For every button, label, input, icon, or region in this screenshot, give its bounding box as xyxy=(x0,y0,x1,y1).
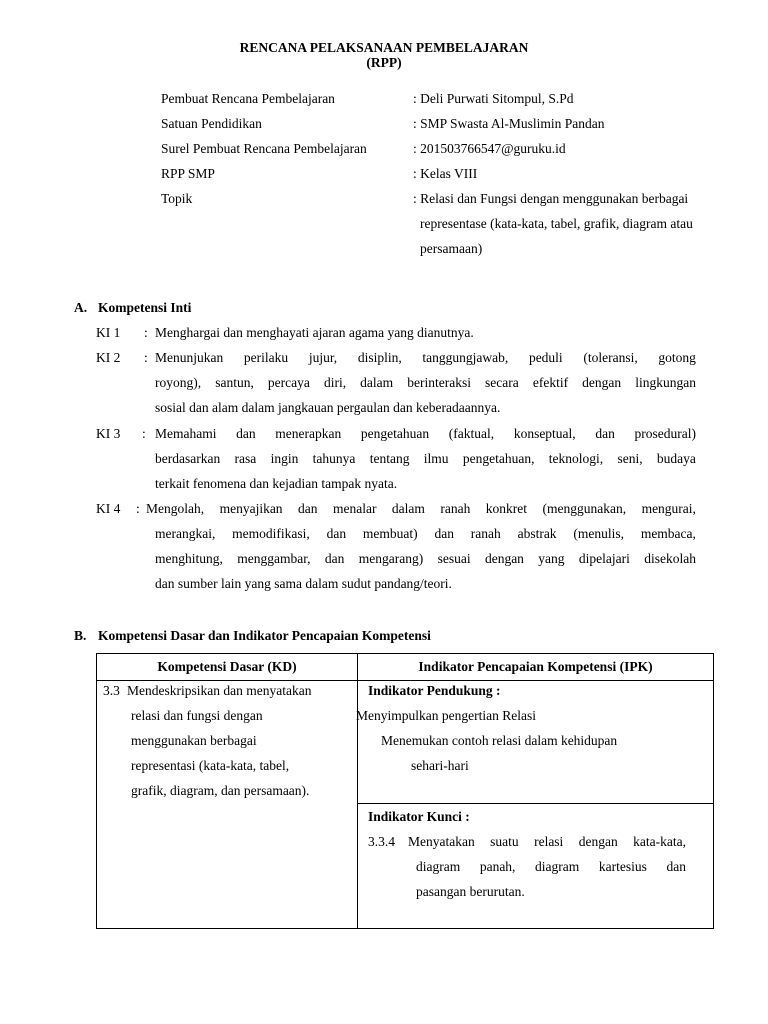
word: merangkai, xyxy=(155,526,216,541)
kd-line: grafik, diagram, dan persamaan). xyxy=(131,783,310,798)
word: disekolah xyxy=(644,551,696,566)
kd-cell-empty xyxy=(97,803,358,929)
word: konseptual, xyxy=(513,426,576,441)
ki-3-text xyxy=(155,426,696,501)
meta-value: : Deli Purwati Sitompul, S.Pd xyxy=(413,91,574,106)
word: (menulis, xyxy=(573,526,624,541)
kunci-line xyxy=(408,834,686,859)
word: kartesius xyxy=(598,858,647,874)
word: efektif xyxy=(532,375,569,390)
word: santun, xyxy=(215,375,254,390)
ki-line xyxy=(155,426,696,451)
word: disiplin, xyxy=(357,350,402,365)
word: abstrak xyxy=(517,526,557,541)
word: ranah xyxy=(440,501,471,516)
word: diagram xyxy=(416,858,461,874)
ipk-pendukung-cell xyxy=(358,681,714,804)
word: yang xyxy=(538,551,565,566)
word: memodifikasi, xyxy=(232,526,310,541)
word: membuat) xyxy=(362,526,418,541)
word: dan xyxy=(298,501,318,516)
word: dan xyxy=(324,551,345,566)
word: relasi xyxy=(534,833,564,849)
meta-row-surel xyxy=(161,141,751,161)
word: diagram xyxy=(535,858,580,874)
word: tanggungjawab, xyxy=(422,350,509,365)
word: menyajikan xyxy=(219,501,283,516)
word: menghitung, xyxy=(155,551,223,566)
word: secara xyxy=(485,375,519,390)
meta-value: : SMP Swasta Al-Muslimin Pandan xyxy=(413,116,605,131)
meta-label: Satuan Pendidikan xyxy=(161,116,262,131)
word: dengan xyxy=(578,833,618,849)
word: dan xyxy=(236,426,256,441)
ki-line xyxy=(155,400,696,425)
meta-label: Topik xyxy=(161,191,193,206)
word: dipelajari xyxy=(578,551,630,566)
table-header-kd: Kompetensi Dasar (KD) xyxy=(97,654,358,681)
kd-line: Mendeskripsikan dan menyatakan xyxy=(127,683,312,698)
word: dan xyxy=(595,426,615,441)
meta-value: : 201503766547@guruku.id xyxy=(413,141,566,156)
word: diri, xyxy=(323,375,347,390)
pendukung-item: sehari-hari xyxy=(411,758,469,773)
ki-line xyxy=(155,375,696,400)
meta-label: RPP SMP xyxy=(161,166,215,181)
word: dengan xyxy=(582,375,622,390)
kunci-line xyxy=(416,859,686,884)
kd-line: representasi (kata-kata, tabel, xyxy=(131,758,290,773)
ki-line xyxy=(146,501,696,526)
meta-label: Surel Pembuat Rencana Pembelajaran xyxy=(161,141,367,156)
meta-topik-cont: persamaan) xyxy=(420,241,483,256)
ki-4-rest xyxy=(155,526,696,601)
meta-label: Pembuat Rencana Pembelajaran xyxy=(161,91,335,106)
word: tahunya xyxy=(312,451,356,466)
kunci-rest xyxy=(416,859,686,909)
word: menggambar, xyxy=(237,551,311,566)
section-title: Kompetensi Inti xyxy=(98,300,192,315)
word: panah, xyxy=(479,858,516,874)
kunci-number: 3.3.4 xyxy=(368,833,395,849)
pendukung-item: Menyimpulkan pengertian Relasi xyxy=(356,708,536,723)
ki-line xyxy=(155,350,696,375)
kd-cell xyxy=(97,681,358,804)
word: ingin xyxy=(270,451,299,466)
word: budaya xyxy=(656,451,696,466)
word: ilmu xyxy=(423,451,449,466)
doc-subtitle: (RPP) xyxy=(366,55,402,70)
ki-line-text: terkait fenomena dan kejadian tampak nyata. xyxy=(155,476,398,491)
kd-number: 3.3 xyxy=(103,683,120,698)
meta-value: : Relasi dan Fungsi dengan menggunakan berbagai xyxy=(413,191,689,206)
table-row-kunci xyxy=(97,803,714,929)
word: sesuai xyxy=(437,551,471,566)
ki-sep: : xyxy=(144,350,148,365)
word: dan xyxy=(434,526,454,541)
ki-sep: : xyxy=(144,325,148,340)
word: dalam xyxy=(360,375,394,390)
ki-line xyxy=(155,476,696,501)
meta-row-satuan xyxy=(161,116,751,136)
ki-4-first xyxy=(146,501,696,526)
word: menalar xyxy=(332,501,377,516)
ki-code: KI 4 xyxy=(96,501,121,516)
word: suatu xyxy=(490,833,519,849)
section-title: Kompetensi Dasar dan Indikator Pencapaian Kompetensi xyxy=(98,628,431,643)
word: membaca, xyxy=(640,526,696,541)
pendukung-title: Indikator Pendukung : xyxy=(368,683,501,698)
word: dengan xyxy=(484,551,524,566)
word: Menunjukan xyxy=(155,350,224,365)
word: menerapkan xyxy=(275,426,342,441)
word: mengurai, xyxy=(641,501,696,516)
section-b-heading xyxy=(74,628,431,644)
word: Mengolah, xyxy=(146,501,205,516)
ki-line xyxy=(155,551,696,576)
word: jujur, xyxy=(308,350,338,365)
word: mengarang) xyxy=(358,551,424,566)
word: percaya xyxy=(267,375,310,390)
meta-row-rpp xyxy=(161,166,751,186)
meta-row-topik xyxy=(161,191,751,211)
doc-title: RENCANA PELAKSANAAN PEMBELAJARAN xyxy=(239,40,529,55)
word: berdasarkan xyxy=(155,451,221,466)
ki-sep: : xyxy=(142,426,146,441)
word: (faktual, xyxy=(448,426,495,441)
word: berinteraksi xyxy=(407,375,471,390)
ki-sep: : xyxy=(136,501,140,516)
word: ranah xyxy=(470,526,501,541)
word: pengetahuan xyxy=(360,426,430,441)
word: royong), xyxy=(155,375,202,390)
word: dan xyxy=(666,858,686,874)
kunci-line xyxy=(416,884,686,909)
word: prosedural) xyxy=(634,426,696,441)
ki-code: KI 1 xyxy=(96,325,121,340)
ki-2-text xyxy=(155,350,696,425)
kd-ipk-table xyxy=(96,653,714,929)
meta-topik-cont: representase (kata-kata, tabel, grafik, diagram atau xyxy=(420,216,693,231)
section-a-heading xyxy=(74,300,191,316)
word: konkret xyxy=(485,501,528,516)
meta-row-pembuat xyxy=(161,91,751,111)
kd-line: relasi dan fungsi dengan xyxy=(131,708,263,723)
table-header-ipk: Indikator Pencapaian Kompetensi (IPK) xyxy=(358,654,714,681)
word: (toleransi, xyxy=(583,350,638,365)
word: Menyatakan xyxy=(408,833,475,849)
ki-line xyxy=(155,526,696,551)
word: (menggunakan, xyxy=(542,501,627,516)
word: teknologi, xyxy=(548,451,604,466)
word: lingkungan xyxy=(635,375,696,390)
ipk-kunci-cell xyxy=(358,803,714,929)
pendukung-item: Menemukan contoh relasi dalam kehidupan xyxy=(381,733,618,748)
ki-line xyxy=(155,576,696,601)
word: gotong xyxy=(658,350,696,365)
meta-value: : Kelas VIII xyxy=(413,166,478,181)
kd-line: menggunakan berbagai xyxy=(131,733,257,748)
word: dan xyxy=(326,526,347,541)
table-header-row xyxy=(97,654,714,681)
word: pengetahuan, xyxy=(462,451,535,466)
ki-line xyxy=(155,451,696,476)
word: kata-kata, xyxy=(633,833,686,849)
word: dalam xyxy=(391,501,425,516)
word: seni, xyxy=(617,451,643,466)
section-letter: B. xyxy=(74,628,87,643)
ki-line-text: dan sumber lain yang sama dalam sudut pandang/teori. xyxy=(155,576,452,591)
kunci-line-text: pasangan berurutan. xyxy=(416,883,525,899)
ki-line-text: sosial dan alam dalam jangkauan pergaulan dan keberadaannya. xyxy=(155,400,501,415)
ki-text: Menghargai dan menghayati ajaran agama yang dianutnya. xyxy=(155,325,474,340)
ki-code: KI 2 xyxy=(96,350,121,365)
word: rasa xyxy=(234,451,257,466)
word: tentang xyxy=(369,451,410,466)
table-row-pendukung xyxy=(97,681,714,804)
kunci-title: Indikator Kunci : xyxy=(368,808,470,824)
ki-code: KI 3 xyxy=(96,426,121,441)
word: perilaku xyxy=(243,350,289,365)
section-letter: A. xyxy=(74,300,88,315)
word: Memahami xyxy=(155,426,217,441)
kunci-first xyxy=(408,834,686,859)
word: peduli xyxy=(528,350,563,365)
